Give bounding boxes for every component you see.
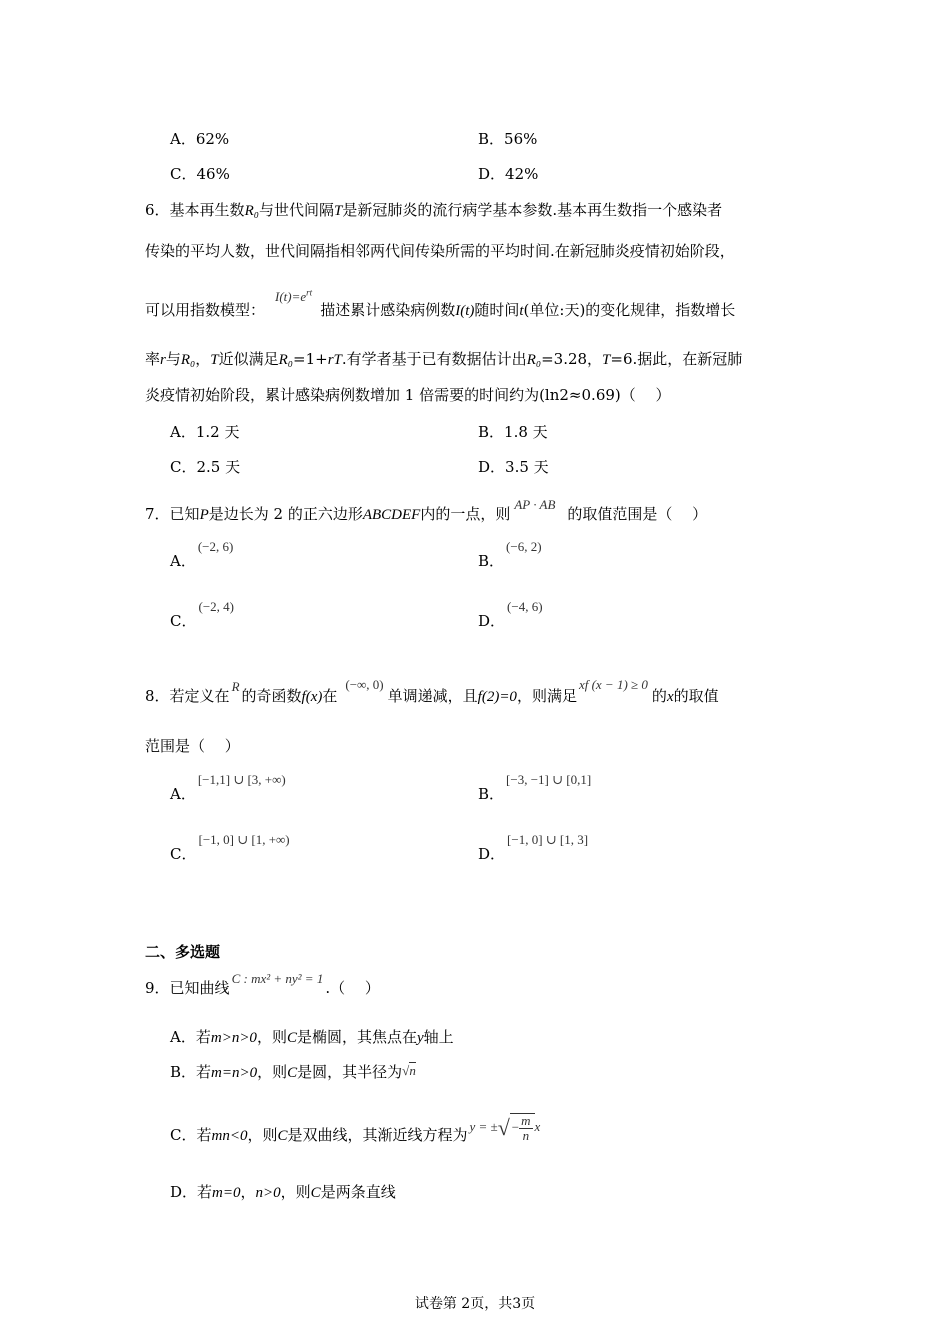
q9-option-c[interactable]: C．若mn<0，则C是双曲线，其渐近线方程为 y = ±√ − $\frac{m}{n}$ x	[170, 1113, 541, 1144]
q7-line-1: 7．已知P是边长为 2 的正六边形ABCDEF内的一点，则AP · AB的取值范围是（ ）	[145, 497, 708, 523]
page-footer: 试卷第 2页，共3页	[414, 1296, 536, 1312]
q7-option-b[interactable]: B．(−6, 2)	[478, 539, 542, 570]
q7-option-d[interactable]: D．(−4, 6)	[478, 599, 543, 630]
q8-line-2: 范围是（ ）	[145, 737, 240, 755]
q9-line-1: 9．已知曲线C : mx² + ny² = 1.（ ）	[145, 971, 380, 997]
formula-exp-model: $I(t)=e^{rt}$	[275, 287, 313, 304]
q8-option-d[interactable]: D．[−1, 0] ∪ [1, 3]	[478, 832, 589, 863]
question-number: 8．	[145, 687, 170, 705]
q7-option-a[interactable]: A．(−2, 6)	[170, 539, 234, 570]
q6-line-1: 6．基本再生数R₀与世代间隔T是新冠肺炎的流行病学基本参数.基本再生数指一个感染者	[145, 201, 723, 219]
option-text: 56%	[504, 130, 538, 148]
formula-dot-product: AP · AB	[514, 497, 556, 512]
symbol-t: T	[333, 203, 343, 219]
q7-option-c[interactable]: C．(−2, 4)	[170, 599, 234, 630]
q9-option-a[interactable]: A．若m>n>0，则C是椭圆，其焦点在y轴上	[170, 1028, 454, 1046]
question-number: 9．	[145, 979, 170, 997]
option-key: A．	[170, 130, 196, 148]
question-number: 7．	[145, 505, 170, 523]
q6-line-4: 率r与R₀，T近似满足R₀=1+rT.有学者基于已有数据估计出R₀=3.28，T=6.据此，在新冠肺	[145, 350, 743, 368]
q5-option-c[interactable]	[170, 163, 230, 184]
option-key: C．	[170, 165, 197, 183]
option-text: 62%	[195, 130, 230, 148]
q9-option-b[interactable]: B．若m=n>0，则C是圆，其半径为√n	[170, 1063, 416, 1081]
symbol-r0: R₀	[244, 203, 259, 219]
q6-option-a[interactable]: A．1.2 天	[170, 423, 240, 441]
q8-line-1: 8．若定义在R的奇函数f(x)在(−∞, 0)单调递减，且f(2)=0，则满足xf (x − 1) ≥ 0的x的取值	[145, 677, 719, 705]
formula-inequality: xf (x − 1) ≥ 0	[578, 677, 648, 692]
formula-interval: (−∞, 0)	[345, 677, 384, 692]
option-key: B．	[478, 130, 505, 148]
q8-option-b[interactable]: B．[−3, −1] ∪ [0,1]	[478, 772, 592, 803]
q6-line-5: 炎疫情初始阶段，累计感染病例数增加 1 倍需要的时间约为(ln2≈0.69)（ ）	[145, 386, 671, 404]
q9-option-d[interactable]: D．若m=0，n>0，则C是两条直线	[170, 1183, 396, 1201]
q6-option-b[interactable]: B．1.8 天	[478, 423, 548, 441]
formula-asymptote: y = ±√ − $\frac{m}{n}$ x	[469, 1113, 541, 1143]
option-key: D．	[478, 165, 506, 183]
q6-line-3: 可以用指数模型：$I(t)=e^{rt}$描述累计感染病例数I(t)随时间t(单位:天)的变化规律，指数增长	[145, 287, 736, 319]
q8-option-a[interactable]: A．[−1,1] ∪ [3, +∞)	[170, 772, 286, 803]
q5-option-a[interactable]	[170, 128, 229, 149]
q8-option-c[interactable]: C．[−1, 0] ∪ [1, +∞)	[170, 832, 290, 863]
q6-option-d[interactable]: D．3.5 天	[478, 458, 549, 476]
option-text: 42%	[505, 165, 539, 183]
section-title: 二、多选题	[145, 943, 221, 961]
q6-line-2: 传染的平均人数，世代间隔指相邻两代间传染所需的平均时间.在新冠肺炎疫情初始阶段，	[145, 242, 735, 260]
sqrt-n: √n	[402, 1063, 416, 1078]
q5-option-b[interactable]	[478, 128, 537, 149]
question-number: 6．	[145, 201, 170, 219]
q6-option-c[interactable]: C．2.5 天	[170, 458, 241, 476]
option-text: 46%	[196, 165, 230, 183]
formula-curve: C : mx² + ny² = 1	[231, 971, 324, 986]
q5-option-d[interactable]	[478, 163, 538, 184]
